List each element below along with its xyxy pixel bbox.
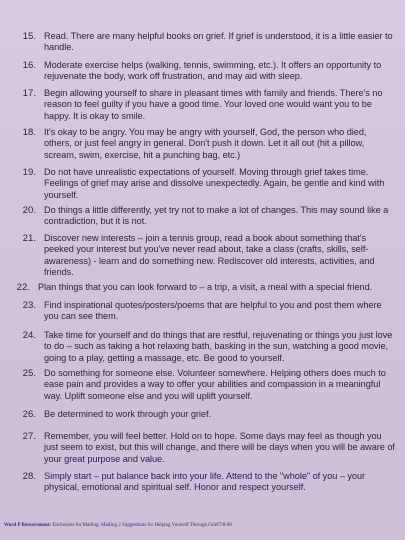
item-number: 20. (22, 205, 36, 216)
item-text: Begin allowing yourself to share in pleasant times with family and friends. There's no reason to feel guilty if you have a good time. Your loved one would want you to be happy. It is okay to smile. (44, 88, 383, 121)
item-text: Moderate exercise helps (walking, tennis, swimming, etc.). It offers an opportunity to rejuvenate the body, work off frustration, and may aid with sleep. (44, 60, 382, 82)
item-number: 27. (22, 431, 36, 442)
item-number: 25. (22, 368, 36, 379)
item-number: 21. (22, 233, 36, 244)
item-number: 15. (22, 31, 36, 42)
item-number: 17. (22, 88, 36, 99)
item-number: 16. (22, 60, 36, 71)
item-text: Plan things that you can look forward to – a trip, a visit, a meal with a special friend. (38, 282, 373, 292)
item-text: Simply start – put balance back into your life. Attend to the "whole" of you – your physical, emotional and spiritual self. Honor and respect yourself. (44, 471, 366, 493)
item-text: Discover new interests – join a tennis group, read a book about something that's peeked your interest but you've never read about, take a class (crafts, skills, self-awareness) - learn and do something new. Rediscover old interests, activities, and friends. (44, 233, 375, 278)
footer-label: Word P Bereavement: (4, 523, 52, 528)
page-footer (4, 523, 232, 529)
item-text: Take time for yourself and do things that are restful, rejuvenating or things you just love to do – such as taking a hot relaxing bath, basking in the sun, watching a good movie, going to a play, getting a massage, etc. Be good to yourself. (44, 330, 393, 363)
item-number: 22. (16, 282, 30, 293)
item-text: Do something for someone else. Volunteer somewhere. Helping others does much to ease pain and provides a way to offer your abilities and compassion in a meaningful way. Uplift someone else and you will uplift yourself. (44, 368, 386, 401)
footer-text: Enclosures for Mailing: Mailing 2 Suggestions for Helping Yourself Through Grief7/8-06 (52, 523, 232, 528)
item-text: Remember, you will feel better. Hold on to hope. Some days may feel as though you just seem to exist, but this will change, and there will be days when you will be aware of your great purpose and value. (44, 431, 395, 464)
item-number: 26. (22, 409, 36, 420)
item-text: Find inspirational quotes/posters/poems that are helpful to you and post them where you can see them. (44, 300, 382, 322)
item-text: Read. There are many helpful books on grief. If grief is understood, it is a little easier to handle. (44, 31, 393, 53)
item-number: 19. (22, 167, 36, 178)
item-number: 23. (22, 300, 36, 311)
item-number: 24. (22, 330, 36, 341)
item-text: It's okay to be angry. You may be angry with yourself, God, the person who died, others, or just feel angry in general. Don't push it down. Let it all out (hit a pillow, scream, swim, exercise, hit a punching bag, etc.) (44, 127, 367, 160)
item-number: 28. (22, 471, 36, 482)
item-number: 18. (22, 127, 36, 138)
item-text: Be determined to work through your grief. (44, 409, 211, 419)
item-text: Do not have unrealistic expectations of yourself. Moving through grief takes time. Feelings of grief may arise and dissolve unexpectedly. Again, be gentle and kind with yourself. (44, 167, 385, 200)
item-text: Do things a little differently, yet try not to make a lot of changes. This may sound like a contradiction, but it is not. (44, 205, 389, 227)
